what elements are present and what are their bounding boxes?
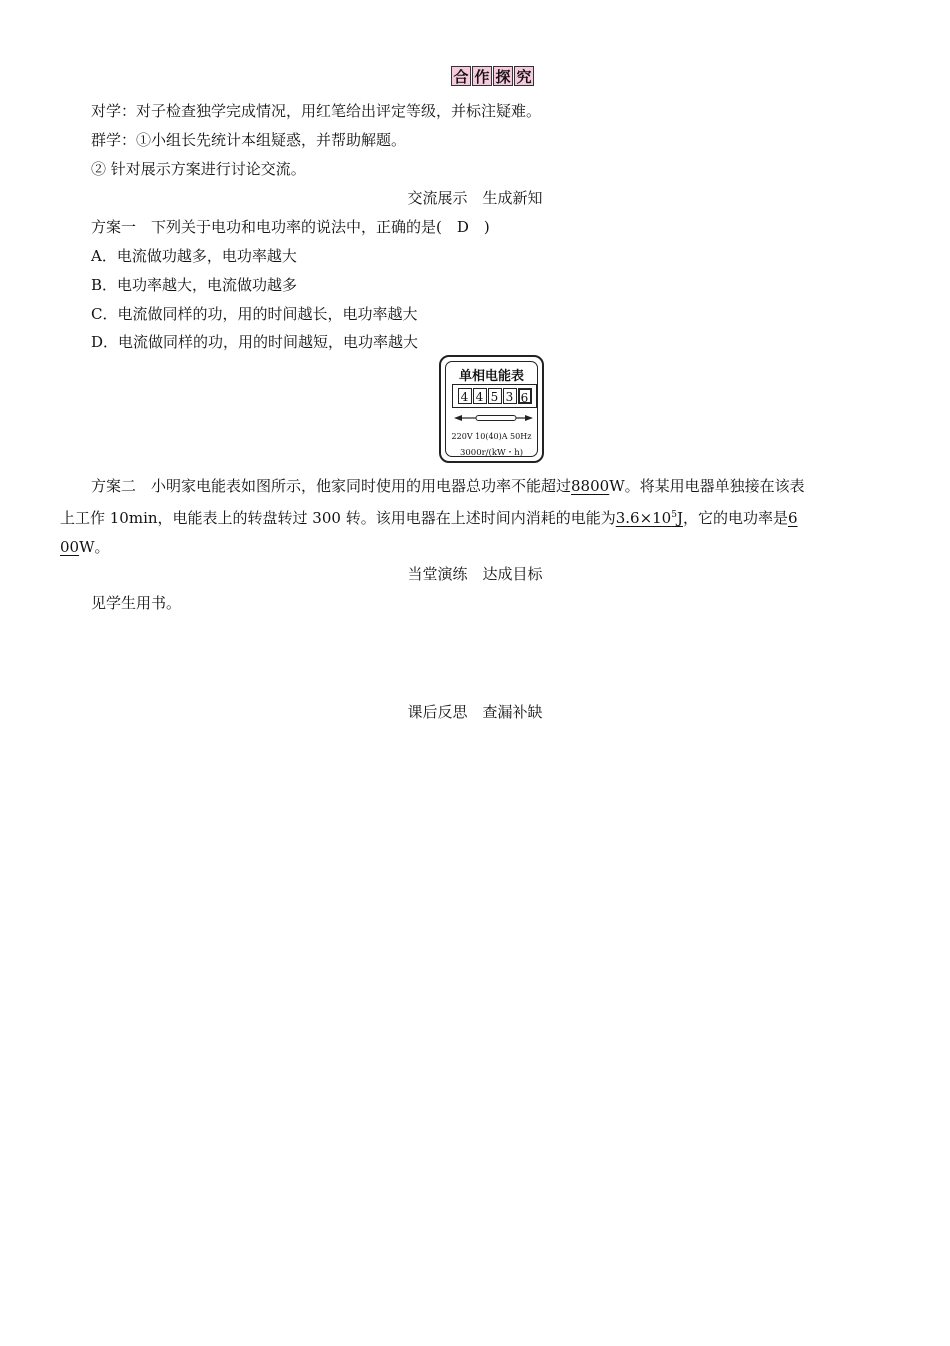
answer-power-part-2: 00 [60, 538, 80, 556]
plan1-question: 方案一 下列关于电功和电功率的说法中，正确的是( D ) [91, 218, 490, 236]
plan1-option-d: D．电流做同样的功，用的时间越短，电功率越大 [91, 333, 419, 351]
plan1-option-b: B．电功率越大，电流做功越多 [91, 276, 298, 294]
badge-char: 作 [472, 66, 492, 86]
see-student-book: 见学生用书。 [91, 594, 182, 612]
plan1-option-a: A．电流做功越多，电功率越大 [91, 247, 297, 265]
meter-rotor-icon [452, 414, 535, 422]
answer-max-power: 8800 [571, 477, 610, 495]
plan2-text-4: ，它的电功率是 [682, 509, 788, 527]
heading-exchange: 交流展示 生成新知 [407, 189, 543, 207]
meter-frame [445, 361, 538, 457]
discussion-line: ② 针对展示方案进行讨论交流。 [91, 160, 306, 178]
answer-energy-value: 3.6×10 [615, 509, 672, 527]
meter-title: 单相电能表 [458, 369, 524, 384]
plan2-text-5: W。 [79, 538, 110, 556]
meter-digit: 5 [488, 388, 502, 404]
plan2-paragraph [60, 472, 892, 562]
plan2-text-2: W。将某用电器单独接在该表 [609, 477, 805, 495]
meter-digit: 3 [503, 388, 517, 404]
electricity-meter-figure [439, 355, 544, 463]
section-badge [451, 66, 535, 90]
plan2-text-3: 上工作 10min，电能表上的转盘转过 300 转。该用电器在上述时间内消耗的电能为 [60, 509, 616, 527]
plan2-text-1: 方案二 小明家电能表如图所示，他家同时使用的用电器总功率不能超过 [91, 477, 572, 495]
plan2-line-1 [60, 472, 892, 501]
group-study-line: 群学：①小组长先统计本组疑惑，并帮助解题。 [91, 131, 407, 149]
badge-char: 合 [451, 66, 471, 86]
meter-digit: 4 [458, 388, 472, 404]
answer-energy-unit: J [676, 509, 683, 527]
badge-char: 探 [493, 66, 513, 86]
meter-digit-decimal: 6 [518, 388, 532, 404]
plan2-line-3 [60, 533, 892, 562]
answer-energy-exponent: 5 [671, 510, 677, 520]
heading-practice: 当堂演练 达成目标 [407, 565, 543, 583]
plan1-option-c: C．电流做同样的功，用的时间越长，电功率越大 [91, 305, 418, 323]
answer-energy [616, 509, 683, 527]
meter-digit: 4 [473, 388, 487, 404]
pair-study-line: 对学：对子检查独学完成情况，用红笔给出评定等级，并标注疑难。 [91, 102, 542, 120]
meter-rating: 220V 10(40)A 50Hz [451, 432, 532, 441]
meter-digits [452, 384, 537, 408]
meter-constant: 3000r/(kW・h) [459, 448, 524, 458]
plan2-line-2 [60, 501, 892, 533]
badge-char: 究 [514, 66, 534, 86]
answer-power-part-1: 6 [788, 509, 798, 527]
heading-reflection: 课后反思 查漏补缺 [407, 703, 543, 721]
